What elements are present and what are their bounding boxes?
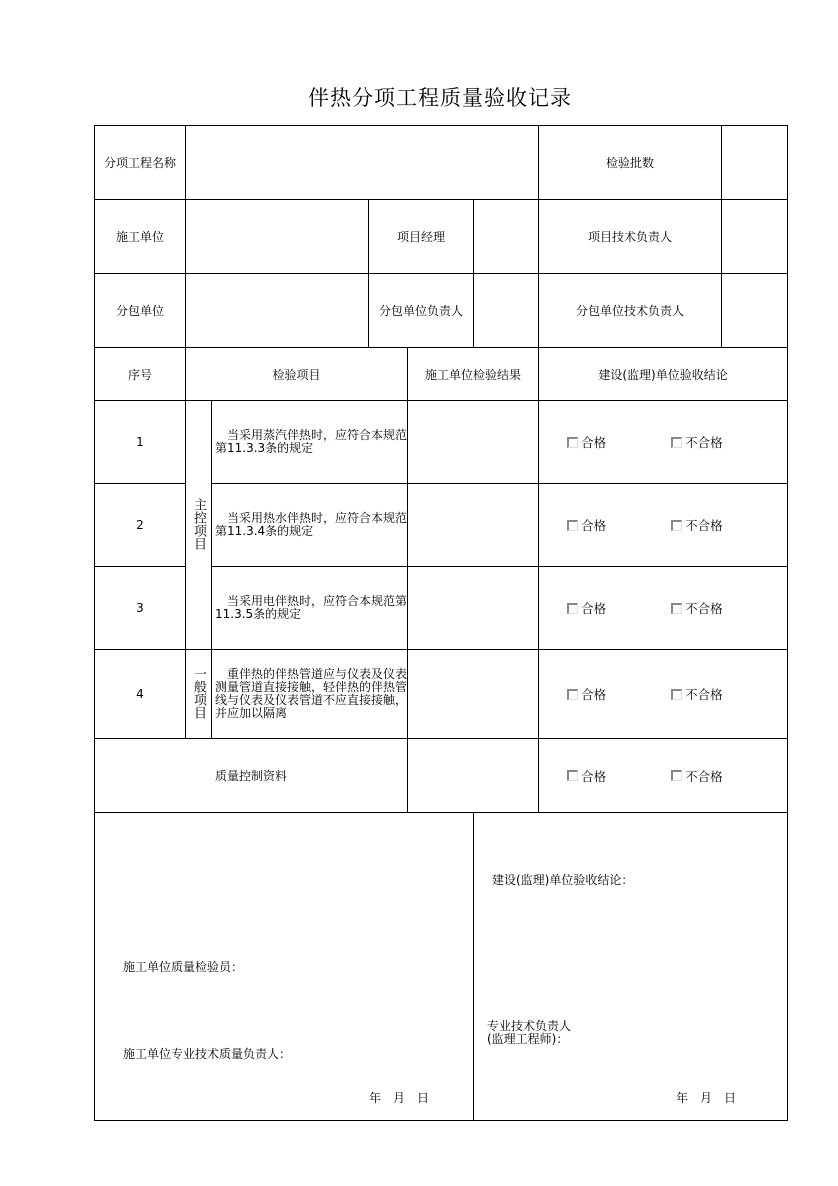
row-conclusion	[539, 484, 788, 567]
row-item-text: 当采用电伴热时，应符合本规范第11.3.5条的规定	[212, 567, 408, 650]
row-conclusion	[539, 567, 788, 650]
row-no: 3	[95, 567, 186, 650]
fail-checkbox[interactable]	[671, 767, 723, 785]
quality-docs-result-field[interactable]	[408, 739, 539, 813]
checkbox-icon[interactable]	[671, 437, 682, 448]
pass-label: 合格	[581, 768, 607, 784]
project-manager-field[interactable]	[474, 200, 539, 274]
pass-label: 合格	[581, 435, 607, 450]
fail-label: 不合格	[685, 518, 723, 533]
subcontract-tech-label: 分包单位技术负责人	[539, 274, 722, 348]
row-item-text: 当采用热水伴热时，应符合本规范第11.3.4条的规定	[212, 484, 408, 567]
checkbox-icon[interactable]	[671, 603, 682, 614]
subcontract-tech-field[interactable]	[722, 274, 788, 348]
checkbox-icon[interactable]	[567, 603, 578, 614]
subcontract-head-field[interactable]	[474, 274, 539, 348]
row-item-text: 当采用蒸汽伴热时，应符合本规范第11.3.3条的规定	[212, 401, 408, 484]
group-main-label: 主控项目	[191, 497, 206, 550]
project-manager-label: 项目经理	[369, 200, 474, 274]
pass-checkbox[interactable]	[567, 685, 606, 703]
pass-checkbox[interactable]	[567, 599, 606, 617]
row-result-field[interactable]	[408, 650, 539, 739]
col-no: 序号	[95, 348, 186, 401]
pass-label: 合格	[581, 687, 607, 702]
row-result-field[interactable]	[408, 484, 539, 567]
supervisor-label: (监理工程师)：	[487, 1032, 569, 1046]
quality-docs-conclusion	[539, 739, 788, 813]
subcontract-head-label: 分包单位负责人	[369, 274, 474, 348]
date-left: 年 月 日	[369, 1091, 430, 1105]
row-no: 1	[95, 401, 186, 484]
checkbox-icon[interactable]	[567, 520, 578, 531]
checkbox-icon[interactable]	[567, 770, 578, 781]
conclusion-label: 建设(监理)单位验收结论：	[492, 873, 634, 887]
checkbox-icon[interactable]	[671, 520, 682, 531]
row-no: 4	[95, 650, 186, 739]
subcontract-unit-label: 分包单位	[95, 274, 186, 348]
batch-count-label: 检验批数	[539, 126, 722, 200]
pass-label: 合格	[581, 518, 607, 533]
table-row	[95, 401, 788, 484]
checkbox-icon[interactable]	[567, 437, 578, 448]
table-row	[95, 650, 788, 739]
quality-docs-label: 质量控制资料	[95, 739, 408, 813]
group-main	[186, 401, 212, 650]
group-general	[186, 650, 212, 739]
row-result-field[interactable]	[408, 401, 539, 484]
pass-label: 合格	[581, 601, 607, 616]
checkbox-icon[interactable]	[671, 689, 682, 700]
col-result: 施工单位检验结果	[408, 348, 539, 401]
pass-checkbox[interactable]	[567, 433, 606, 451]
tech-head-label: 专业技术负责人	[487, 1019, 572, 1033]
construction-unit-label: 施工单位	[95, 200, 186, 274]
fail-label: 不合格	[685, 601, 723, 616]
project-name-field[interactable]	[186, 126, 539, 200]
col-item: 检验项目	[186, 348, 408, 401]
inspection-record-table	[94, 125, 788, 1121]
fail-checkbox[interactable]	[671, 433, 723, 451]
project-tech-label: 项目技术负责人	[539, 200, 722, 274]
fail-label: 不合格	[685, 687, 723, 702]
supervisor-signoff	[474, 813, 788, 1121]
project-name-label: 分项工程名称	[95, 126, 186, 200]
pass-checkbox[interactable]	[567, 516, 606, 534]
batch-count-field[interactable]	[722, 126, 788, 200]
construction-unit-field[interactable]	[186, 200, 369, 274]
fail-checkbox[interactable]	[671, 516, 723, 534]
page-title: 伴热分项工程质量验收记录	[308, 86, 572, 110]
subcontract-unit-field[interactable]	[186, 274, 369, 348]
project-tech-field[interactable]	[722, 200, 788, 274]
group-general-label: 一般项目	[191, 666, 206, 719]
checkbox-icon[interactable]	[671, 770, 682, 781]
row-conclusion	[539, 401, 788, 484]
row-result-field[interactable]	[408, 567, 539, 650]
row-conclusion	[539, 650, 788, 739]
row-item-text: 重伴热的伴热管道应与仪表及仪表测量管道直接接触，轻伴热的伴热管线与仪表及仪表管道不应直接接触，并应加以隔离	[212, 650, 408, 739]
pass-checkbox[interactable]	[567, 767, 606, 785]
checkbox-icon[interactable]	[567, 689, 578, 700]
fail-label: 不合格	[685, 435, 723, 450]
fail-checkbox[interactable]	[671, 599, 723, 617]
date-right: 年 月 日	[676, 1091, 737, 1105]
row-no: 2	[95, 484, 186, 567]
construction-signoff	[95, 813, 474, 1121]
quality-head-label: 施工单位专业技术质量负责人：	[123, 1047, 292, 1061]
fail-label: 不合格	[685, 768, 723, 784]
col-conclusion: 建设(监理)单位验收结论	[539, 348, 788, 401]
inspector-label: 施工单位质量检验员：	[123, 960, 244, 974]
fail-checkbox[interactable]	[671, 685, 723, 703]
